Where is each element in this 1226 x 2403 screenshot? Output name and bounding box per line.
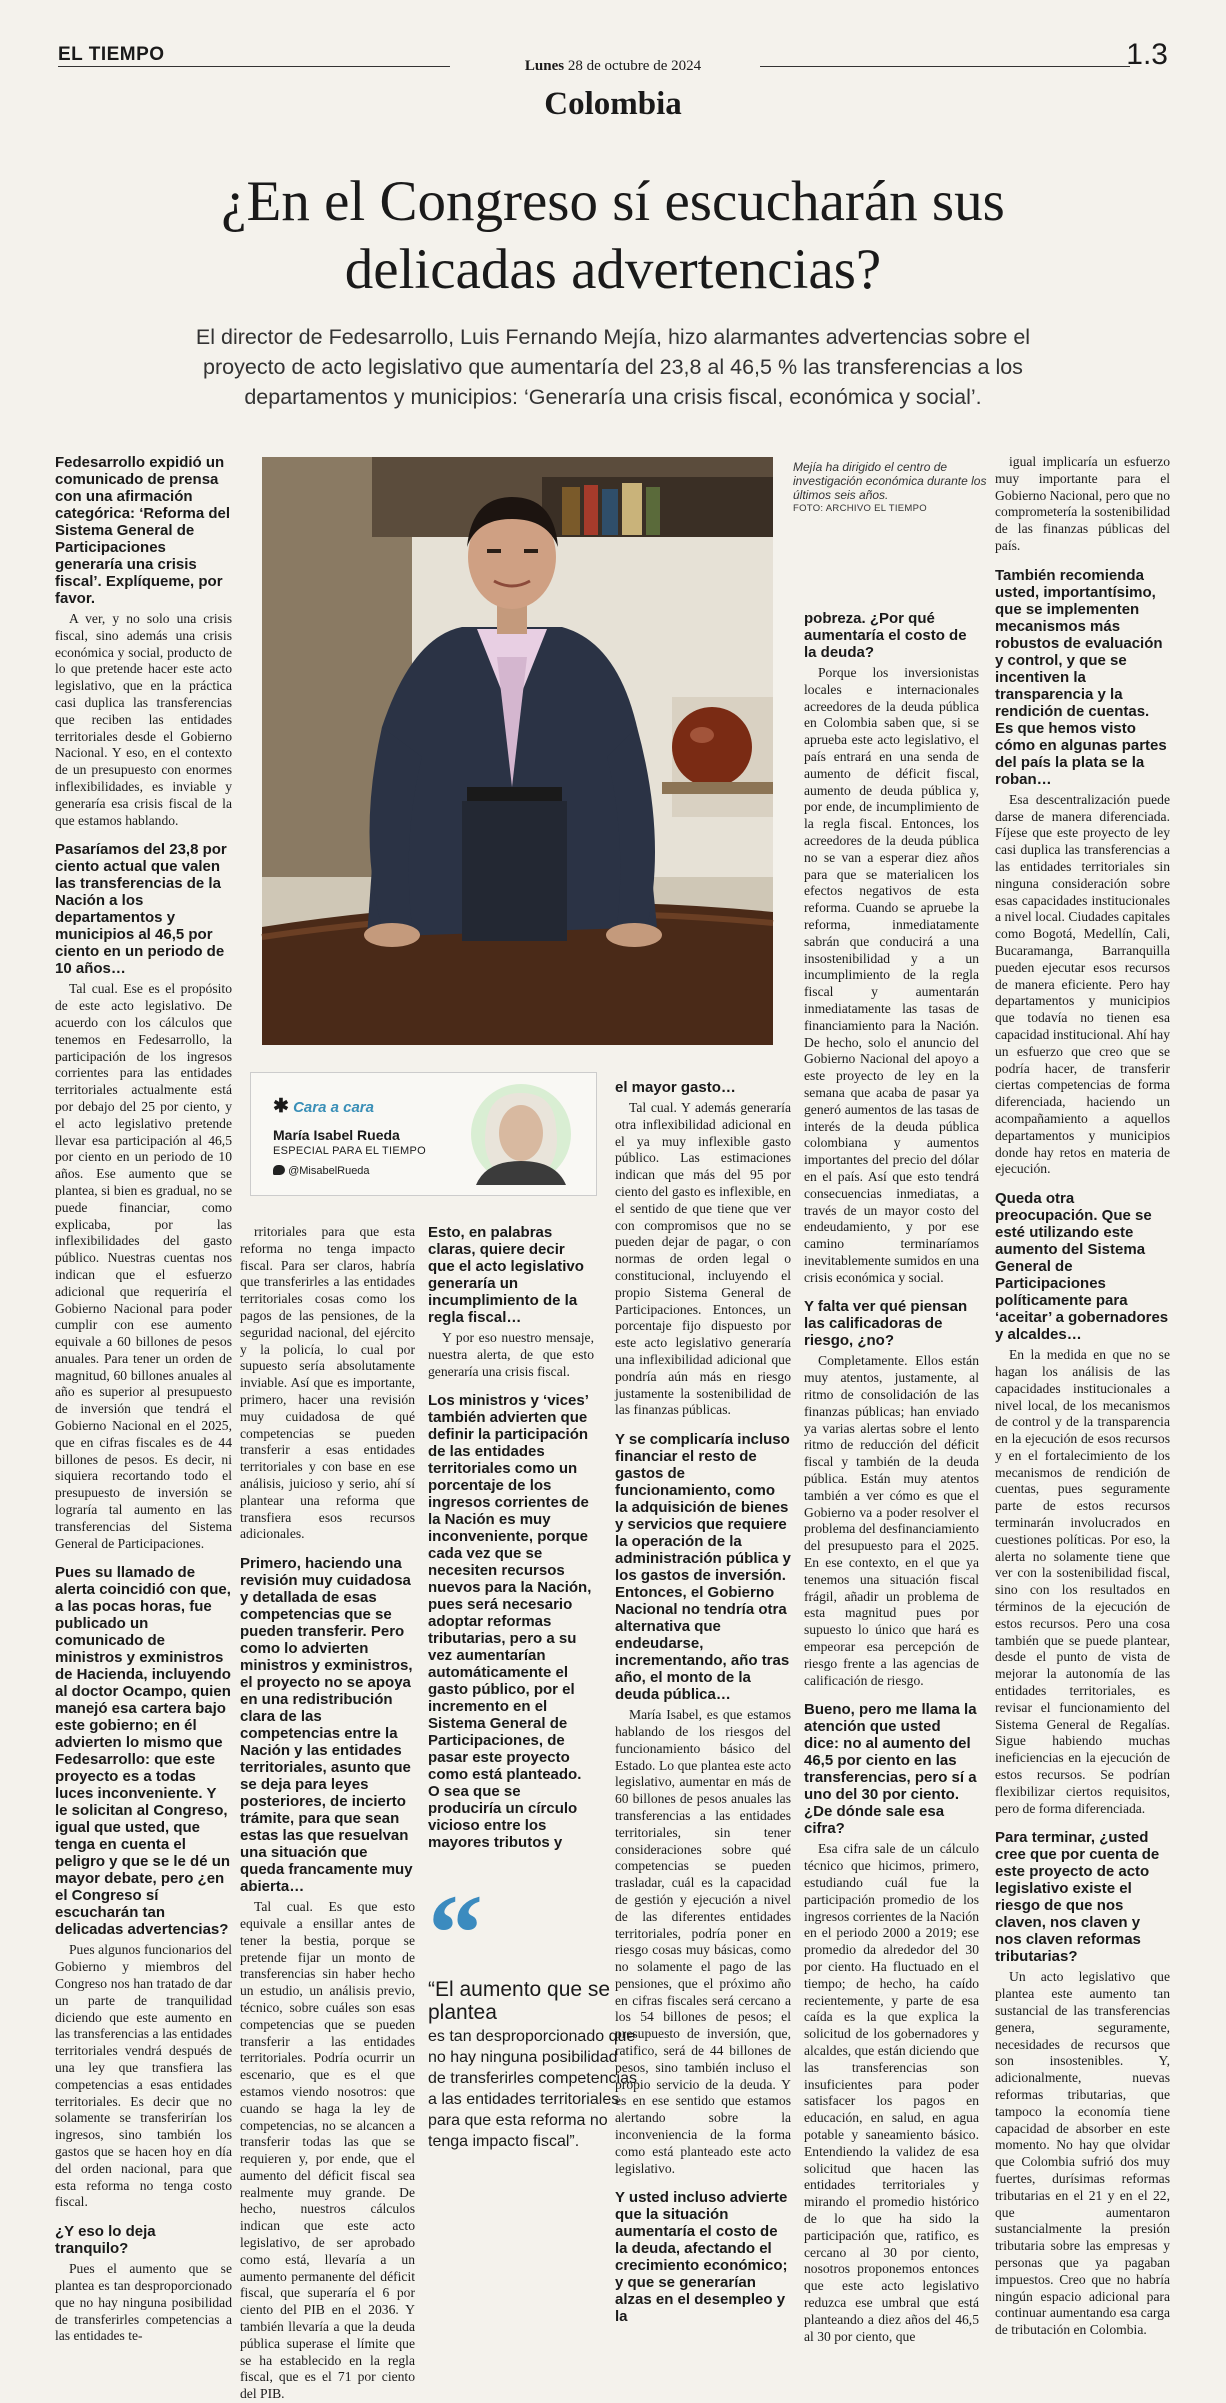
article-column-4 — [615, 1079, 791, 2334]
interview-question: Y se complicaría incluso financiar el resto de gastos de funcionamiento, como la adquisición de bienes y servicios que requiere la operación de la administración pública y los gastos de inversión. Entonces, el Gobierno Nacional no tendría otra alternativa que endeudarse, incrementando, año tras año, el monto de la deuda pública… — [615, 1431, 791, 1704]
page-number: 1.3 — [1126, 38, 1168, 71]
author-role: ESPECIAL PARA EL TIEMPO — [273, 1145, 427, 1157]
article-column-6 — [995, 454, 1170, 2338]
newspaper-brand: EL TIEMPO — [58, 44, 165, 65]
photo-caption — [793, 460, 993, 516]
interview-answer: A ver, y no solo una crisis fiscal, sino además una crisis económica y social, producto de lo que pretende hacer este acto legislativo, que en la práctica casi duplica las transferencias que reciben las entidades territoriales desde el Gobierno Nacional. Y eso, en el contexto de un presupuesto con enormes inflexibilidades, es inviable y generaría esa crisis fiscal de la que estamos hablando. — [55, 611, 232, 828]
interview-question: Bueno, pero me llama la atención que usted dice: no al aumento del 46,5 por ciento en las transferencias, pero sí a uno del 30 por ciento. ¿De dónde sale esa cifra? — [804, 1701, 977, 1838]
article-column-2 — [240, 1224, 415, 2402]
star-icon: ✱ — [273, 1096, 289, 1117]
interview-answer: Tal cual. Y además generaría otra inflexibilidad adicional en el ya muy inflexible gasto público. Las estimaciones indican que más del 95 por ciento del gasto es inflexible, en el sentido de que tiene que ver con compromisos que no se pueden dejar de pagar, o con normas de orden legal o constitucional, incluyendo el propio Sistema General de Participaciones. Entonces, un porcentaje fijo dispuesto por este acto legislativo generaría una inflexibilidad adicional que pondría aún más en riesgo justamente la sostenibilidad de las finanzas públicas. — [615, 1100, 791, 1418]
headline: ¿En el Congreso sí escucharán sus delicadas advertencias? — [221, 170, 1005, 301]
interview-answer: Y por eso nuestro mensaje, nuestra alerta, de que esto generaría una crisis fiscal. — [428, 1330, 594, 1379]
pull-quote-rest: es tan desproporcionado que no hay ninguna posibilidad de transferirles competencias a las entidades territoriales para que esta reforma no tenga impacto fiscal”. — [428, 2028, 637, 2150]
masthead-rule-right — [760, 66, 1130, 67]
quote-mark-icon: “ — [428, 1872, 483, 1994]
interview-question: pobreza. ¿Por qué aumentaría el costo de la deuda? — [804, 610, 967, 661]
issue-date-text: 28 de octubre de 2024 — [567, 58, 702, 74]
interview-question: Los ministros y ‘vices’ también advierten que definir la participación de las entidades territoriales como un porcentaje de los ingresos corrientes de la Nación es muy inconveniente, porque cada vez que se necesiten recursos nuevos para la Nación, pues será necesario adoptar reformas tributarias, pero a su vez aumentarían automáticamente el gasto público, por el incremento en el Sistema General de Participaciones, de pasar este proyecto como está planteado. O sea que se produciría un círculo vicioso entre los mayores tributos y — [428, 1392, 592, 1852]
article-column-5 — [804, 610, 979, 2344]
interview-question: el mayor gasto… — [615, 1079, 736, 1096]
interview-answer: María Isabel, es que estamos hablando de los riesgos del funcionamiento básico del Estado. Lo que plantea este acto legislativo, aumentar en más de 60 billones de pesos anuales las transferencias a las entidades territoriales, sin tener consideraciones sobre qué competencias se pueden trasladar, cuál es la capacidad de gestión y ejecución a nivel de las diferentes entidades territoriales, podría poner en riesgo cosas muy básicas, como no solamente el pago de las pensiones, que el próximo año en cifras fiscales será cercano a los 54 billones de pesos; el presupuesto de inversión, que, ratifico, será de 44 billones de pesos, sino también incluso el propio servicio de la deuda. Y es en ese sentido que estamos alertando sobre la inconveniencia de la forma como está planteado este acto legislativo. — [615, 1707, 791, 2176]
interview-answer: Pues el aumento que se plantea es tan desproporcionado que no hay ninguna posibilidad de transferirles competencias a las entidades te- — [55, 2261, 232, 2344]
photo-credit: FOTO: ARCHIVO EL TIEMPO — [793, 503, 927, 514]
interview-answer: Tal cual. Ese es el propósito de este acto legislativo. De acuerdo con los cálculos que tenemos en Fedesarrollo, la participación de los ingresos corrientes para las entidades territoriales actualmente está por debajo del 25 por ciento, y el acto legislativo pretende llevar esa participación al 46,5 por ciento en un periodo de 10 años. Ese aumento que se plantea, si bien es gradual, no se puede financiar, como explicaba, por las inflexibilidades del gasto público. Nuestras cuentas nos indican que el esfuerzo adicional que requeriría el Gobierno Nacional para poder cumplir con ese aumento equivale a 60 billones de pesos anuales. Para tener un orden de magnitud, 60 billones anuales al año es superior al presupuesto de inversión que tendrá el Gobierno Nacional en el 2025, que en cifras fiscales es de 44 billones de pesos. Es decir, ni siquiera recortando todo el presupuesto de inversión se lograría tal aumento en las transferencias del Sistema General de Participaciones. — [55, 981, 232, 1551]
interview-question: Primero, haciendo una revisión muy cuidadosa y detallada de esas competencias que se pueden transferir. Pero como lo advierten ministros y exministros, el proyecto no se apoya en una redistribución clara de las competencias entre la Nación y las entidades territoriales, asunto que se deja para leyes posteriores, de incierto trámite, para que sean estas las que resuelvan una situación que queda francamente muy abierta… — [240, 1555, 413, 1896]
interview-question: Para terminar, ¿usted cree que por cuenta de este proyecto de acto legislativo existe el riesgo de que nos claven, nos claven y nos claven reformas tributarias? — [995, 1829, 1160, 1966]
interview-answer: Esa cifra sale de un cálculo técnico que hicimos, primero, estudiando cuál fue la participación promedio de los ingresos corrientes de la Nación en el periodo 2000 a 2019; ese promedio da alrededor del 30 por ciento. Ha fluctuado en el tiempo; de hecho, ha caído recientemente, y parte de esa caída es la que explica la solicitud de los gobernadores y alcaldes, que están diciendo que las transferencias son insuficientes para poder satisfacer los pagos en educación, en salud, en agua potable y saneamiento básico. Entendiendo la validez de esa solicitud que hacen las entidades territoriales y mirando el promedio histórico de lo que ha sido la participación que, ratifico, es cercano al 30 por ciento, nosotros proponemos entonces que este acto legislativo reduzca ese umbral que está planteando a diez años del 46,5 al 30 por ciento, que — [804, 1841, 979, 2344]
interview-answer: Tal cual. Es que esto equivale a ensillar antes de tener la bestia, porque se pretende fijar un monto de transferencias sin haber hecho un estudio, un análisis previo, técnico, sobre cuáles son esas competencias que se pueden transferir a las entidades territoriales. Podría ocurrir un escenario, que es el que estamos viendo nosotros: que cuando se haga la ley de competencias, no se alcancen a transferir todas las que se requieren y, por ende, que el aumento del déficit fiscal sea realmente muy grande. De hecho, nuestros cálculos indican que este acto legislativo, de ser aprobado como está, llevaría a un aumento permanente del déficit fiscal, que superaría el 6 por ciento del PIB en el 2036. Y también llevaría a que la deuda pública superase el límite que se ha establecido en la regla fiscal, que es el 71 por ciento del PIB. — [240, 1899, 415, 2402]
interview-question: También recomienda usted, importantísimo, que se implementen mecanismos más robustos de evaluación y control, y que se incentiven la transparencia y la rendición de cuentas. Es que hemos visto cómo en algunas partes del país la plata se la roban… — [995, 566, 1167, 788]
interview-question: Pasaríamos del 23,8 por ciento actual que valen las transferencias de la Nación a los departamentos y municipios al 46,5 por ciento en un periodo de 10 años… — [55, 841, 227, 978]
author-avatar — [456, 1083, 586, 1185]
interview-question: Queda otra preocupación. Que se esté utilizando este aumento del Sistema General de Participaciones políticamente para ‘aceitar’ a gobernadores y alcaldes… — [995, 1190, 1169, 1344]
pull-quote — [428, 1872, 638, 2152]
interview-question: Pues su llamado de alerta coincidió con que, a las pocas horas, fue publicado un comunicado de ministros y exministros de Hacienda, incluyendo al doctor Ocampo, quien manejó esa cartera bajo este gobierno; en él advierten lo mismo que Fedesarrollo: que este proyecto es a todas luces inconveniente. Y le solicitan al Congreso, igual que usted, que tenga en cuenta el peligro y que se le dé un mayor debate, pero ¿en el Congreso sí escucharán tan delicadas advertencias? — [55, 1564, 231, 1939]
byline-box — [250, 1072, 597, 1196]
section-title: Colombia — [544, 86, 682, 122]
interview-answer: igual implicaría un esfuerzo muy importante para el Gobierno Nacional, pero que no comprometería la sostenibilidad de las finanzas públicas del país. — [995, 454, 1170, 553]
interview-answer: Pues algunos funcionarios del Gobierno y miembros del Congreso nos han tratado de dar un parte de tranquilidad diciendo que este aumento en las transferencias a las entidades territoriales vendrá después de una ley que transfiera las competencias a esas entidades territoriales. Es decir que no solamente se transferirían los ingresos, sino también los gastos que se hacen hoy en día del orden nacional, para que esta reforma no tenga costo fiscal. — [55, 1942, 232, 2210]
interview-answer: Un acto legislativo que plantea este aumento tan sustancial de las transferencias genera, seguramente, necesidades de recursos que son insostenibles. Y, adicionalmente, nuevas reformas tributarias, que tampoco la economía tiene capacidad de absorber en este momento. No hay que olvidar que Colombia sufrió dos muy fuertes, durísimas reformas tributarias en el 21 y en el 22, que aumentaron sustancialmente la presión tributaria sobre las empresas y personas que ya pagaban impuestos. Creo que no habría ningún espacio adicional para continuar aumentando esa carga de tributación en Colombia. — [995, 1969, 1170, 2338]
author-handle: @MisabelRueda — [288, 1165, 370, 1177]
interview-question: Y usted incluso advierte que la situación aumentaría el costo de la deuda, afectando el crecimiento económico; y que se generarían alzas en el desempleo y la — [615, 2189, 788, 2326]
twitter-icon — [273, 1165, 285, 1175]
portrait-illustration — [262, 457, 773, 1045]
interview-answer: Porque los inversionistas locales e internacionales acreedores de la deuda pública en Colombia saben que, si se aprueba este acto legislativo, el país entrará en una senda de aumento de déficit fiscal, aumento de deuda pública y, por ende, de incumplimiento de la regla fiscal. Entonces, los acreedores de la deuda pública no se van a esperar diez años para que se materialicen los efectos negativos de esta reforma. Cuando se apruebe la reforma, inmediatamente sabrán que conducirá a una insostenibilidad y a un incumplimiento de la regla fiscal y aumentarán inmediatamente las tasas de financiamiento para la Nación. De hecho, solo el anuncio del Gobierno Nacional del apoyo a este proyecto de ley en la semana que acaba de pasar ya generó aumentos de las tasas de interés de la deuda pública colombiana y aumentos importantes del precio del dólar en el país. Así que esto tendrá consecuencias inmediatas, a través de un mayor costo del endeudamiento, y por ese camino terminaríamos inevitablemente sumidos en una crisis económica y social. — [804, 665, 979, 1285]
issue-day: Lunes — [524, 58, 565, 74]
column-name: Cara a cara — [293, 1099, 374, 1116]
interview-answer: Completamente. Ellos están muy atentos, justamente, al ritmo de consolidación de las finanzas públicas; han enviado ya varias alertas sobre el lento ritmo de reducción del déficit fiscal y también de la deuda pública. Están muy atentos también a ver cómo es que el Gobierno va a poder resolver el problema del desfinanciamiento del presupuesto para el 2025. En ese contexto, en el que ya tenemos una situación fiscal frágil, añadir un problema de esta magnitud pues por supuesto lo único que hará es empeorar esa percepción de riesgo frente a las agencias de calificación de riesgo. — [804, 1353, 979, 1688]
deck: El director de Fedesarrollo, Luis Fernando Mejía, hizo alarmantes advertencias sobre el proyecto de acto legislativo que aumentaría del 23,8 al 46,5 % las transferencias a los departamentos y municipios: ‘Generaría una crisis fiscal, económica y social’. — [195, 325, 1031, 409]
interview-question: ¿Y eso lo deja tranquilo? — [55, 2223, 156, 2258]
interview-question: Y falta ver qué piensan las calificadoras de riesgo, ¿no? — [804, 1298, 968, 1350]
interview-answer: rritoriales para que esta reforma no tenga impacto fiscal. Para ser claros, habría que transferirles a las entidades territoriales cosas como los pagos de las pensiones, de la seguridad nacional, del ejército y la policía, lo cual por supuesto sería absolutamente inviable. Así que es importante, primero, hacer una revisión muy cuidadosa de qué competencias se pueden transferir a esas entidades territoriales y con base en ese análisis, juicioso y serio, ahí sí plantear una reforma que transfiera esos recursos adicionales. — [240, 1224, 415, 1542]
article-column-1 — [55, 454, 232, 2344]
pull-quote-lead: “El aumento que se plantea — [428, 1978, 611, 2024]
caption-text: Mejía ha dirigido el centro de investigación económica durante los últimos seis años. — [793, 460, 987, 502]
article-column-3 — [428, 1224, 594, 1894]
main-photo — [262, 457, 773, 1045]
interview-answer: Esa descentralización puede darse de manera diferenciada. Fíjese que este proyecto de ley casi duplica las transferencias a las entidades territoriales sin ninguna consideración sobre esas capacidades institucionales a nivel local. Ciudades capitales como Bogotá, Medellín, Cali, Bucaramanga, Barranquilla pueden ejecutar esos recursos de manera eficiente. Pero hay departamentos y municipios que todavía no tienen esa capacidad institucional. Ahí hay un esfuerzo que creo que se podría hacer, de transferir ciertas competencias de forma diferenciada, haciendo un acompañamiento a aquellos departamentos y municipios donde hay retos en materia de ejecución. — [995, 791, 1170, 1177]
interview-answer: En la medida en que no se hagan los análisis de las capacidades institucionales a nivel local, de los mecanismos de control y de la transparencia en la ejecución de esos recursos y en el fortalecimiento de los mecanismos de rendición de cuentas, pues seguramente parte de estos recursos terminarán involucrados en cuestiones políticas. Por eso, la alerta no solamente tiene que ver con la sostenibilidad fiscal, sino con los resultados en términos de la ejecución de estos recursos. Pero una cosa también que se puede plantear, desde el punto de vista de mejorar la autonomía de las entidades territoriales, es revisar el funcionamiento del Sistema General de Regalías. Sigue habiendo muchas ineficiencias en la ejecución de estos recursos. Se podrían flexibilizar ciertos requisitos, pero de forma diferenciada. — [995, 1347, 1170, 1816]
interview-question: Fedesarrollo expidió un comunicado de prensa con una afirmación categórica: ‘Reforma del Sistema General de Participaciones generaría una crisis fiscal’. Explíqueme, por favor. — [55, 454, 231, 607]
author-name: María Isabel Rueda — [273, 1127, 400, 1143]
interview-question: Esto, en palabras claras, quiere decir que el acto legislativo generaría un incumplimiento de la regla fiscal… — [428, 1224, 584, 1326]
